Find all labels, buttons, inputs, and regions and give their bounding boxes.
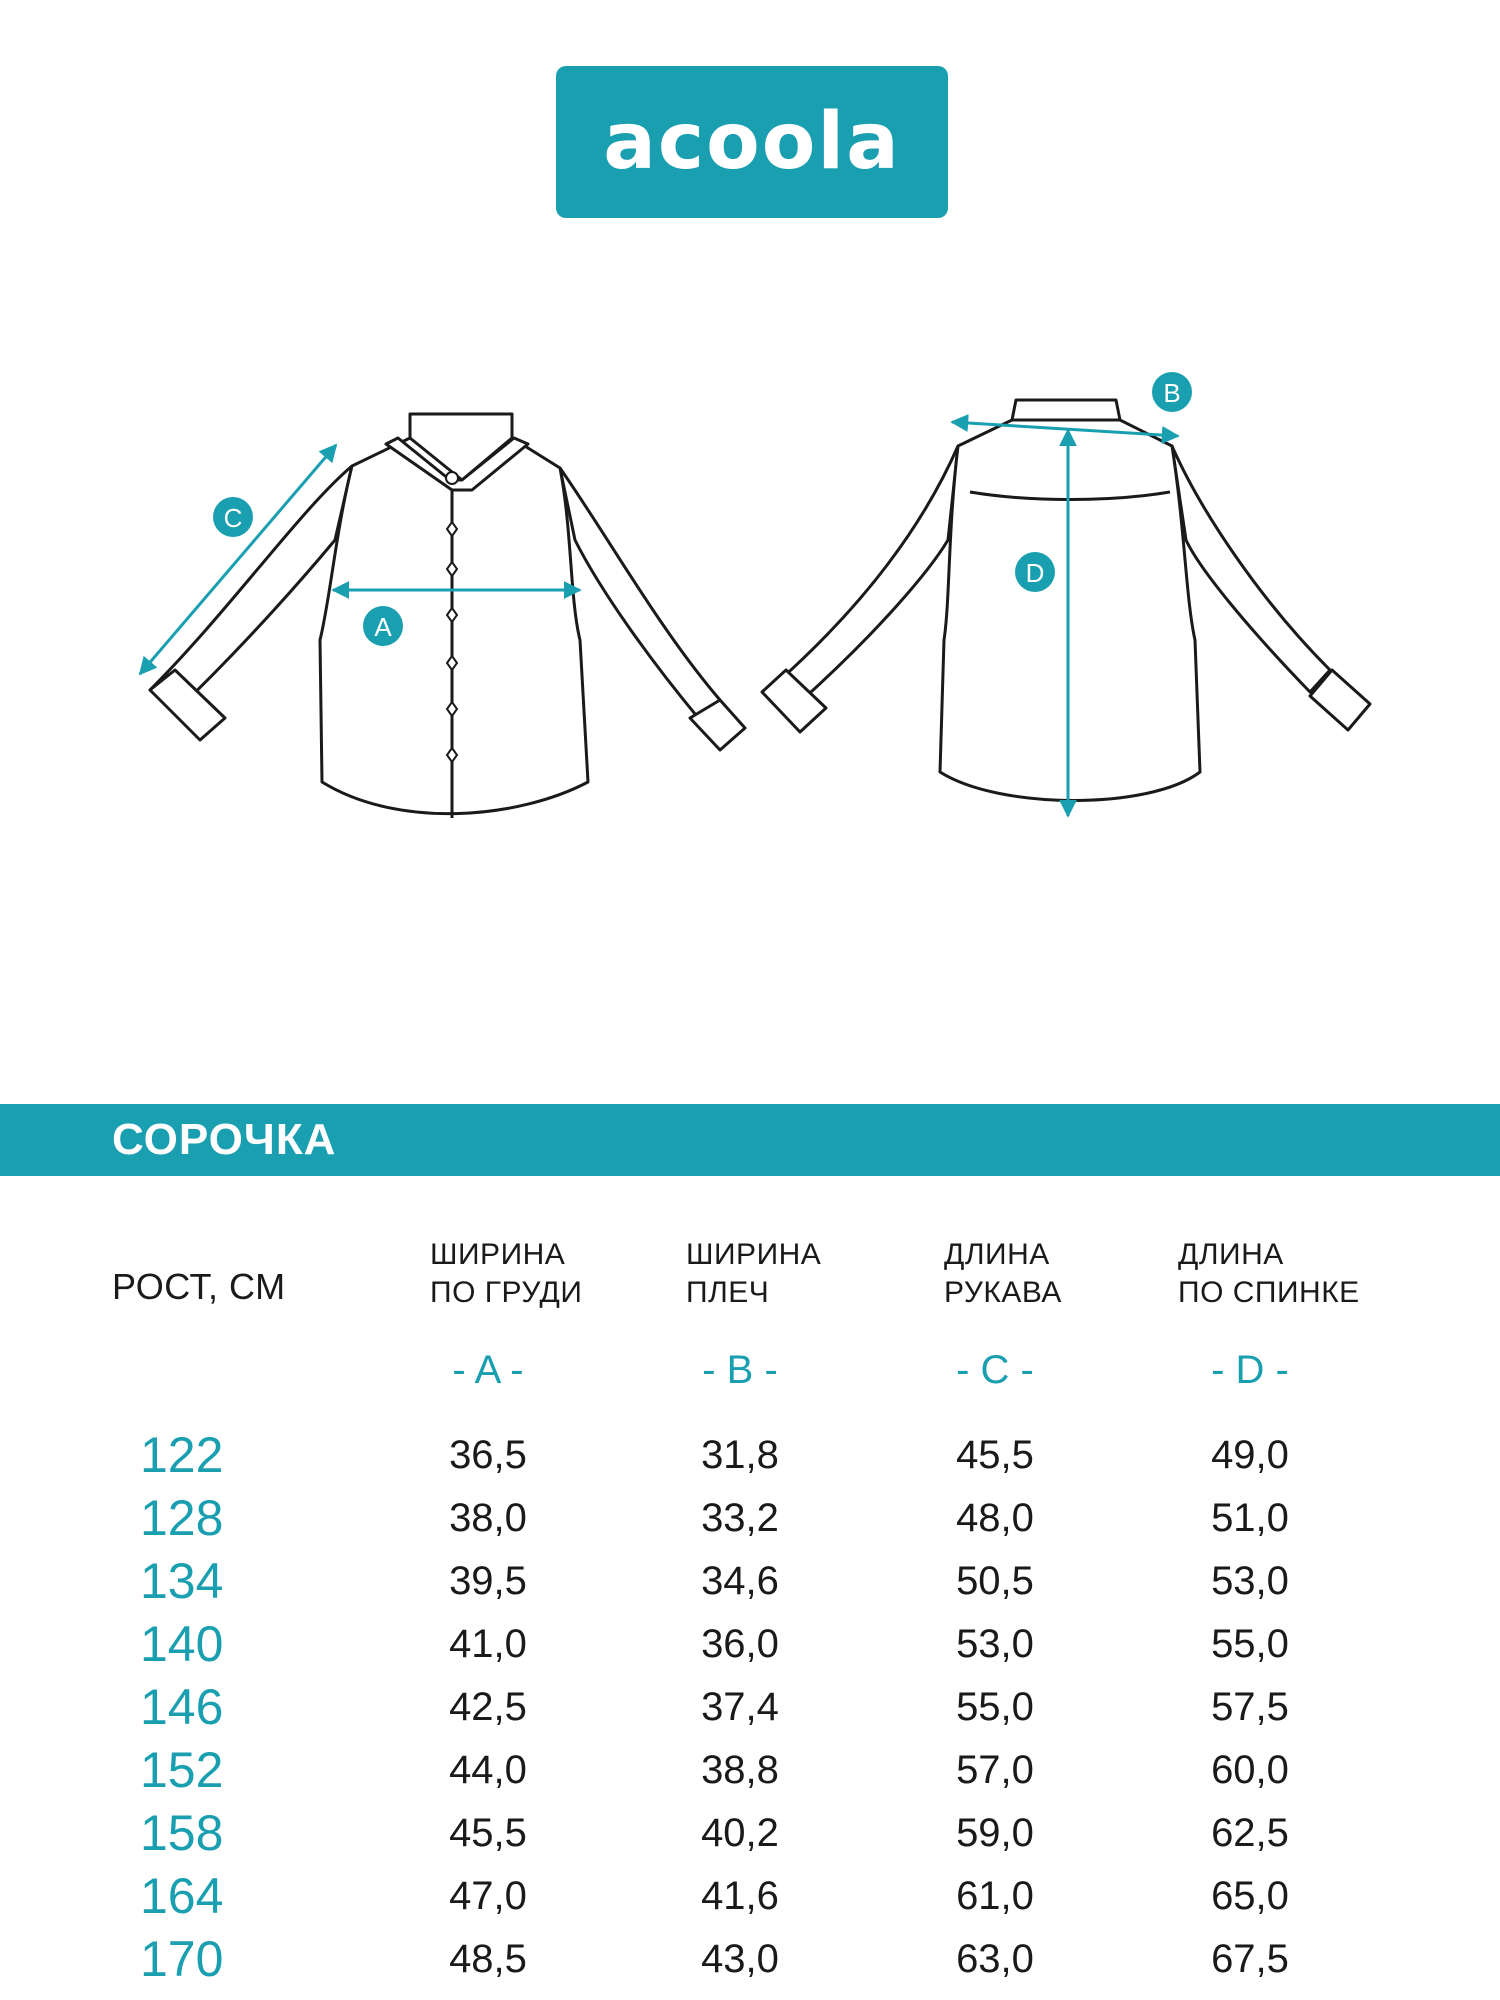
chest-width-value: 36,5 (449, 1433, 527, 1477)
shoulder-width-value: 38,8 (701, 1748, 779, 1792)
shoulder-width-value: 31,8 (701, 1433, 779, 1477)
marker-c: C (223, 503, 243, 533)
column-header-c-line1: ДЛИНА (944, 1238, 1050, 1271)
sleeve-length-value: 53,0 (956, 1622, 1034, 1666)
sleeve-length-value: 55,0 (956, 1685, 1034, 1729)
column-header-b-line1: ШИРИНА (686, 1238, 822, 1271)
back-length-value: 51,0 (1211, 1496, 1289, 1540)
height-value: 134 (140, 1553, 224, 1609)
table-row (0, 1613, 1500, 1676)
column-header-d (1178, 1236, 1360, 1312)
back-length-value: 67,5 (1211, 1937, 1289, 1981)
back-length-value: 57,5 (1211, 1685, 1289, 1729)
sleeve-length-value: 59,0 (956, 1811, 1034, 1855)
table-row (0, 1739, 1500, 1802)
sleeve-length-value: 45,5 (956, 1433, 1034, 1477)
column-header-c-line2: РУКАВА (944, 1276, 1062, 1309)
chest-width-value: 38,0 (449, 1496, 527, 1540)
chest-width-value: 47,0 (449, 1874, 527, 1918)
chest-width-value: 44,0 (449, 1748, 527, 1792)
height-value: 146 (140, 1679, 224, 1735)
table-row (0, 1550, 1500, 1613)
shoulder-width-value: 34,6 (701, 1559, 779, 1603)
back-length-value: 62,5 (1211, 1811, 1289, 1855)
column-letter-d: - D - (1211, 1348, 1289, 1392)
sleeve-length-value: 61,0 (956, 1874, 1034, 1918)
chest-width-value: 45,5 (449, 1811, 527, 1855)
chest-width-value: 42,5 (449, 1685, 527, 1729)
height-value: 170 (140, 1931, 224, 1987)
table-row (0, 1487, 1500, 1550)
marker-d: D (1025, 558, 1045, 588)
column-header-a-line2: ПО ГРУДИ (430, 1276, 583, 1309)
column-header-c (944, 1236, 1062, 1312)
back-length-value: 65,0 (1211, 1874, 1289, 1918)
column-header-a-line1: ШИРИНА (430, 1238, 566, 1271)
size-table (0, 1424, 1500, 1991)
sleeve-length-value: 63,0 (956, 1937, 1034, 1981)
marker-a: A (374, 612, 392, 642)
back-length-value: 55,0 (1211, 1622, 1289, 1666)
height-value: 122 (140, 1427, 224, 1483)
column-header-d-line2: ПО СПИНКЕ (1178, 1276, 1360, 1309)
shirt-back (762, 400, 1370, 801)
chest-width-value: 41,0 (449, 1622, 527, 1666)
column-header-a (430, 1236, 582, 1312)
shoulder-width-value: 33,2 (701, 1496, 779, 1540)
back-length-value: 49,0 (1211, 1433, 1289, 1477)
shoulder-width-value: 37,4 (701, 1685, 779, 1729)
height-value: 140 (140, 1616, 224, 1672)
chest-width-value: 39,5 (449, 1559, 527, 1603)
height-value: 152 (140, 1742, 224, 1798)
brand-logo-text: acoola (603, 97, 901, 187)
shirt-diagram (0, 340, 1500, 860)
table-row (0, 1865, 1500, 1928)
marker-b: B (1163, 378, 1181, 408)
shoulder-width-value: 41,6 (701, 1874, 779, 1918)
table-row (0, 1424, 1500, 1487)
shoulder-width-value: 43,0 (701, 1937, 779, 1981)
chest-width-value: 48,5 (449, 1937, 527, 1981)
brand-logo (556, 66, 948, 218)
sleeve-length-value: 57,0 (956, 1748, 1034, 1792)
column-letter-c: - C - (956, 1348, 1034, 1392)
back-length-value: 53,0 (1211, 1559, 1289, 1603)
column-letter-a: - A - (452, 1348, 524, 1392)
height-value: 164 (140, 1868, 224, 1924)
table-row (0, 1676, 1500, 1739)
product-title: СОРОЧКА (112, 1115, 337, 1164)
column-letter-b: - B - (702, 1348, 778, 1392)
column-header-b (686, 1236, 821, 1312)
height-header: РОСТ, СМ (112, 1266, 286, 1307)
shoulder-width-value: 36,0 (701, 1622, 779, 1666)
table-row (0, 1802, 1500, 1865)
back-length-value: 60,0 (1211, 1748, 1289, 1792)
sleeve-length-value: 50,5 (956, 1559, 1034, 1603)
table-row (0, 1928, 1500, 1991)
height-value: 128 (140, 1490, 224, 1546)
column-header-d-line1: ДЛИНА (1178, 1238, 1284, 1271)
column-header-b-line2: ПЛЕЧ (686, 1276, 770, 1309)
shoulder-width-value: 40,2 (701, 1811, 779, 1855)
height-value: 158 (140, 1805, 224, 1861)
sleeve-length-value: 48,0 (956, 1496, 1034, 1540)
